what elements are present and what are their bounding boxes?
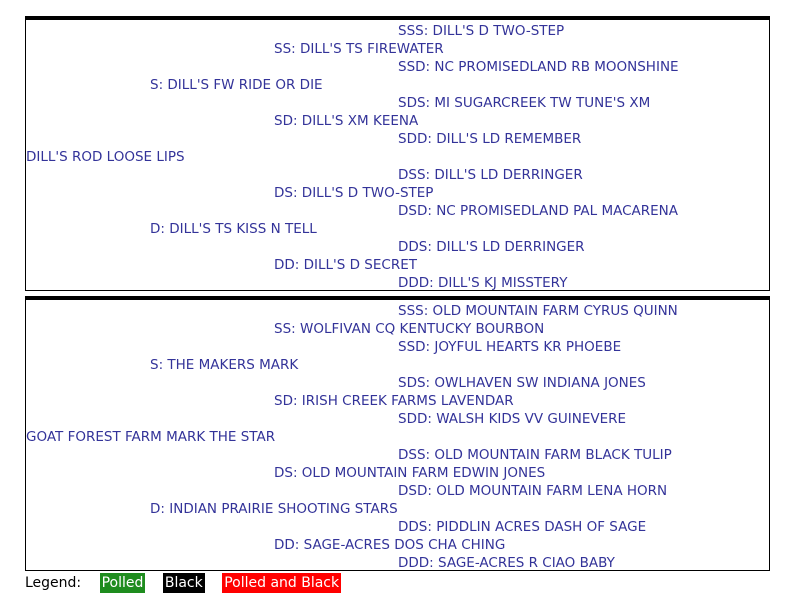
dam-sire-sire: DSS: DILL'S LD DERRINGER: [398, 167, 583, 183]
sire-sire-sire: SSS: DILL'S D TWO-STEP: [398, 23, 565, 39]
legend-black: Black: [164, 575, 203, 591]
pedigree-box-1: [25, 16, 770, 291]
sire-dam: SD: IRISH CREEK FARMS LAVENDAR: [274, 393, 514, 409]
legend-polled: Polled: [101, 575, 144, 591]
dam-dam-sire: DDS: DILL'S LD DERRINGER: [398, 239, 585, 255]
pedigree-box-2: [25, 296, 770, 571]
dam-dam-dam: DDD: DILL'S KJ MISSTERY: [398, 275, 568, 291]
legend: [25, 573, 341, 593]
sire-dam-sire: SDS: OWLHAVEN SW INDIANA JONES: [398, 375, 646, 391]
sire-sire-dam: SSD: NC PROMISEDLAND RB MOONSHINE: [398, 59, 679, 75]
dam-sire-dam: DSD: NC PROMISEDLAND PAL MACARENA: [398, 203, 679, 219]
dam-dam-sire: DDS: PIDDLIN ACRES DASH OF SAGE: [398, 519, 647, 535]
dam-sire-dam: DSD: OLD MOUNTAIN FARM LENA HORN: [398, 483, 668, 499]
dam: D: INDIAN PRAIRIE SHOOTING STARS: [150, 501, 398, 517]
dam-sire: DS: DILL'S D TWO-STEP: [274, 185, 434, 201]
sire: S: DILL'S FW RIDE OR DIE: [150, 77, 323, 93]
sire-sire: SS: WOLFIVAN CQ KENTUCKY BOURBON: [274, 321, 545, 337]
sire-sire: SS: DILL'S TS FIREWATER: [274, 41, 444, 57]
sire-sire-dam: SSD: JOYFUL HEARTS KR PHOEBE: [398, 339, 622, 355]
sire-dam: SD: DILL'S XM KEENA: [274, 113, 419, 129]
dam-sire: DS: OLD MOUNTAIN FARM EDWIN JONES: [274, 465, 546, 481]
dam-sire-sire: DSS: OLD MOUNTAIN FARM BLACK TULIP: [398, 447, 672, 463]
subject-animal: GOAT FOREST FARM MARK THE STAR: [26, 429, 276, 445]
sire: S: THE MAKERS MARK: [150, 357, 299, 373]
legend-label: Legend:: [25, 575, 82, 591]
dam-dam-dam: DDD: SAGE-ACRES R CIAO BABY: [398, 555, 615, 571]
dam: D: DILL'S TS KISS N TELL: [150, 221, 317, 237]
legend-polled-and-black: Polled and Black: [224, 575, 340, 591]
sire-dam-sire: SDS: MI SUGARCREEK TW TUNE'S XM: [398, 95, 651, 111]
sire-dam-dam: SDD: WALSH KIDS VV GUINEVERE: [398, 411, 627, 427]
sire-dam-dam: SDD: DILL'S LD REMEMBER: [398, 131, 582, 147]
sire-sire-sire: SSS: OLD MOUNTAIN FARM CYRUS QUINN: [398, 303, 678, 319]
dam-dam: DD: SAGE-ACRES DOS CHA CHING: [274, 537, 506, 553]
dam-dam: DD: DILL'S D SECRET: [274, 257, 417, 273]
subject-animal: DILL'S ROD LOOSE LIPS: [26, 149, 185, 165]
